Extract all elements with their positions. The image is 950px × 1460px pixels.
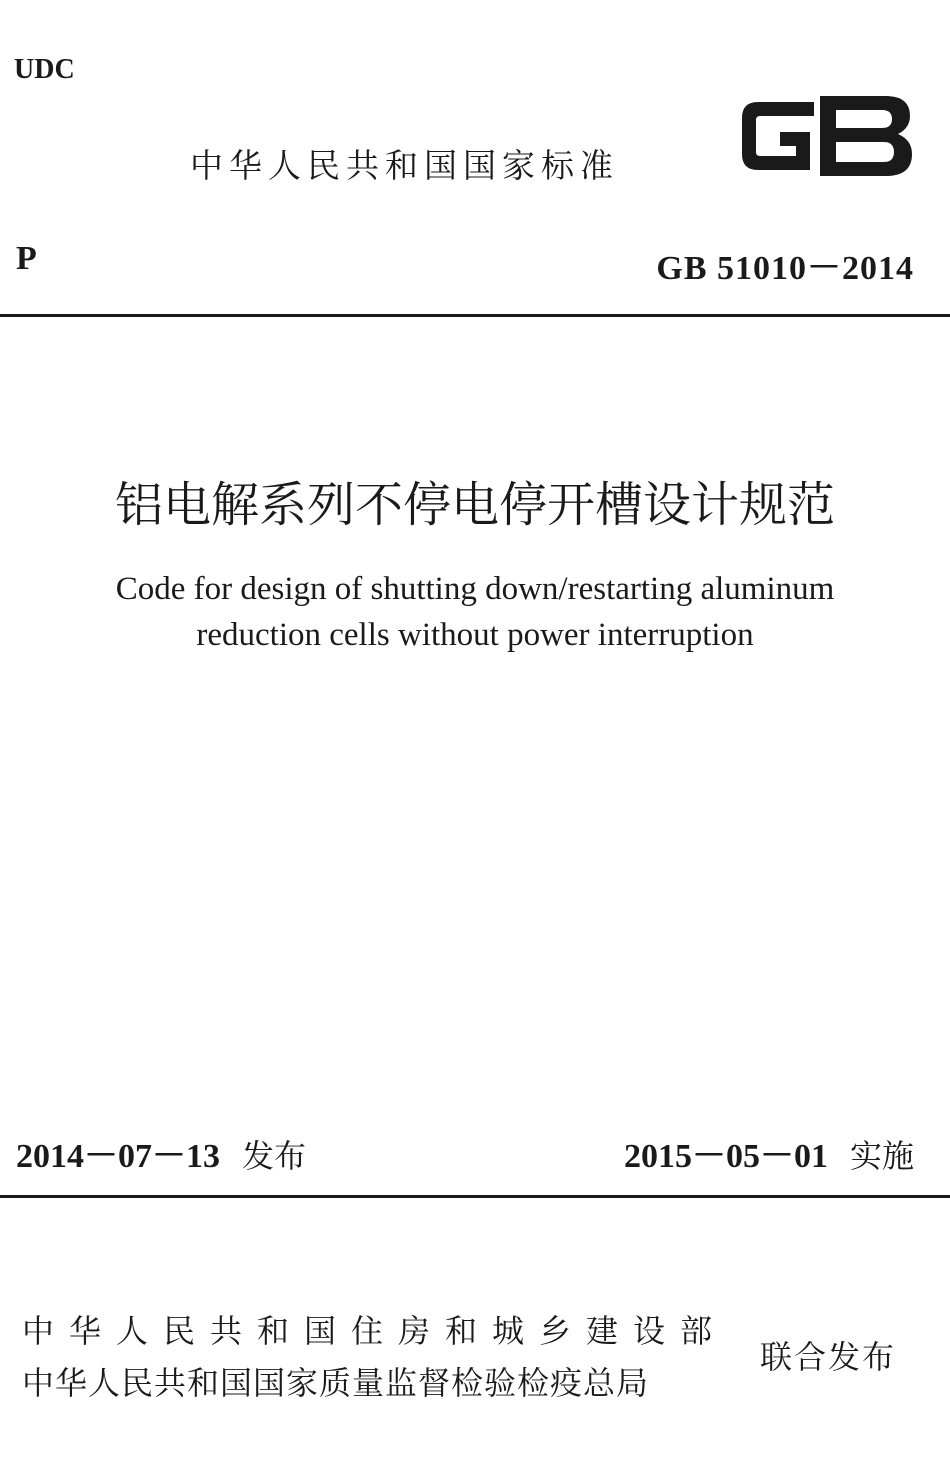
classification-code: P <box>16 240 37 277</box>
publisher-1: 中华人民共和国住房和城乡建设部 <box>22 1312 728 1350</box>
implement-date-block <box>624 1128 914 1177</box>
publisher-2: 中华人民共和国国家质量监督检验检疫总局 <box>22 1364 650 1402</box>
udc-label: UDC <box>14 54 75 85</box>
gb-logo-icon <box>736 88 916 183</box>
top-divider <box>0 314 950 317</box>
issue-label: 发布 <box>242 1137 307 1175</box>
national-standard-heading: 中华人民共和国国家标准 <box>190 146 619 185</box>
bottom-divider <box>0 1195 950 1198</box>
joint-publish-label: 联合发布 <box>760 1338 897 1376</box>
title-chinese: 铝电解系列不停电停开槽设计规范 <box>114 477 835 533</box>
issue-date-block <box>16 1128 306 1177</box>
title-english <box>0 566 950 658</box>
issue-date: 2014－07－13 <box>16 1138 220 1175</box>
standard-number: GB 51010－2014 <box>656 250 914 287</box>
implement-date: 2015－05－01 <box>623 1138 828 1175</box>
title-english-line1: Code for design of shutting down/restarting aluminum <box>115 571 835 607</box>
title-english-line2: reduction cells without power interruption <box>196 617 754 653</box>
implement-label: 实施 <box>849 1137 914 1175</box>
